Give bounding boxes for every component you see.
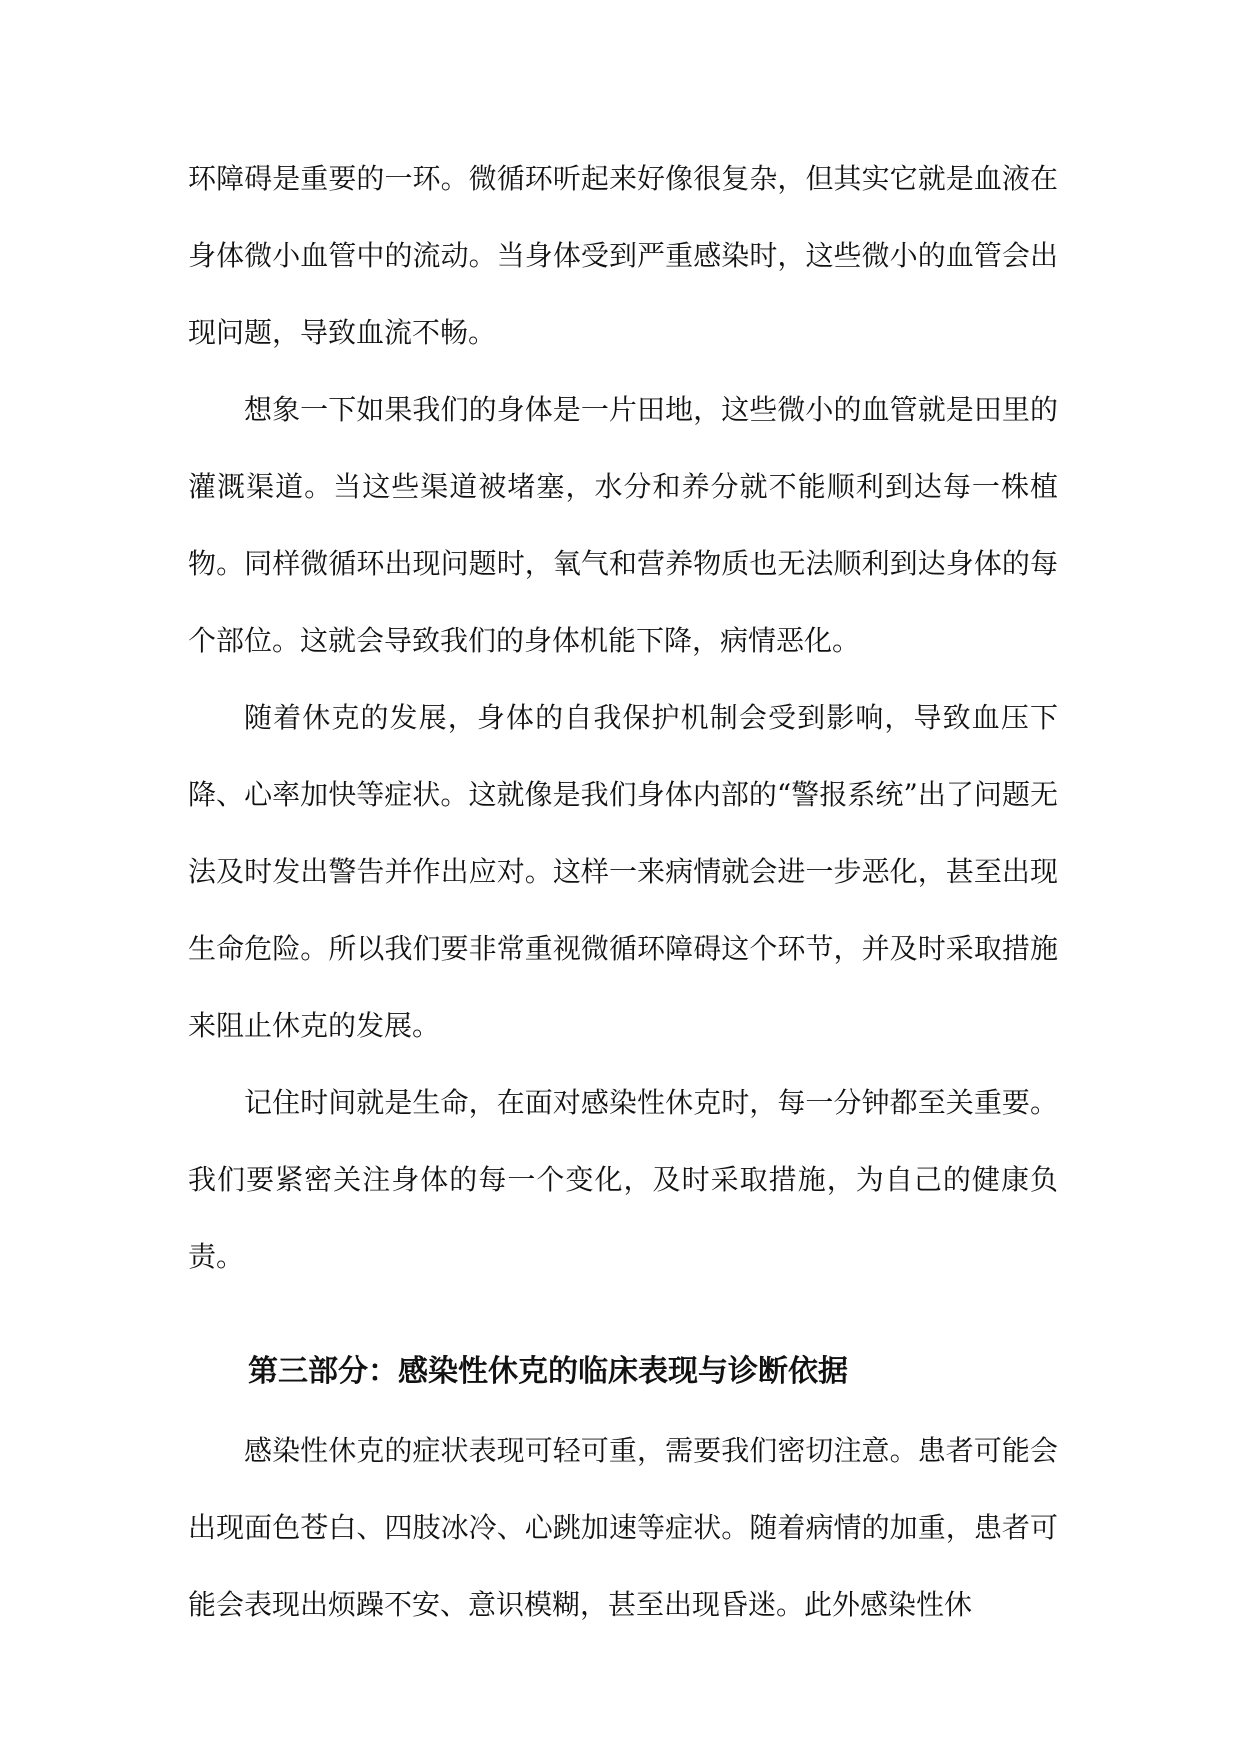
section-title: 第三部分：感染性休克的临床表现与诊断依据: [248, 1354, 848, 1389]
paragraph-shock-progression: 随着休克的发展，身体的自我保护机制会受到影响，导致血压下降、心率加快等症状。这就像是我们身体内部的“警报系统”出了问题无法及时发出警告并作出应对。这样一来病情就会进一步恶化，甚至出现生命危险。所以我们要非常重视微循环障碍这个环节，并及时采取措施来阻止休克的发展。: [188, 701, 1058, 1042]
paragraph-continuation: 环障碍是重要的一环。微循环听起来好像很复杂，但其实它就是血液在身体微小血管中的流动。当身体受到严重感染时，这些微小的血管会出现问题，导致血流不畅。: [188, 162, 1058, 349]
paragraph-clinical-symptoms: 感染性休克的症状表现可轻可重，需要我们密切注意。患者可能会出现面色苍白、四肢冰冷、心跳加速等症状。随着病情的加重，患者可能会表现出烦躁不安、意识模糊，甚至出现昏迷。此外感染性休: [188, 1434, 1058, 1621]
paragraph-microcirculation-analogy: 想象一下如果我们的身体是一片田地，这些微小的血管就是田里的灌溉渠道。当这些渠道被堵塞，水分和养分就不能顺利到达每一株植物。同样微循环出现问题时，氧气和营养物质也无法顺利到达身体的每个部位。这就会导致我们的身体机能下降，病情恶化。: [188, 393, 1058, 657]
document-body: [188, 140, 1058, 1643]
paragraph-time-is-life: 记住时间就是生命，在面对感染性休克时，每一分钟都至关重要。我们要紧密关注身体的每一个变化，及时采取措施，为自己的健康负责。: [188, 1086, 1058, 1273]
